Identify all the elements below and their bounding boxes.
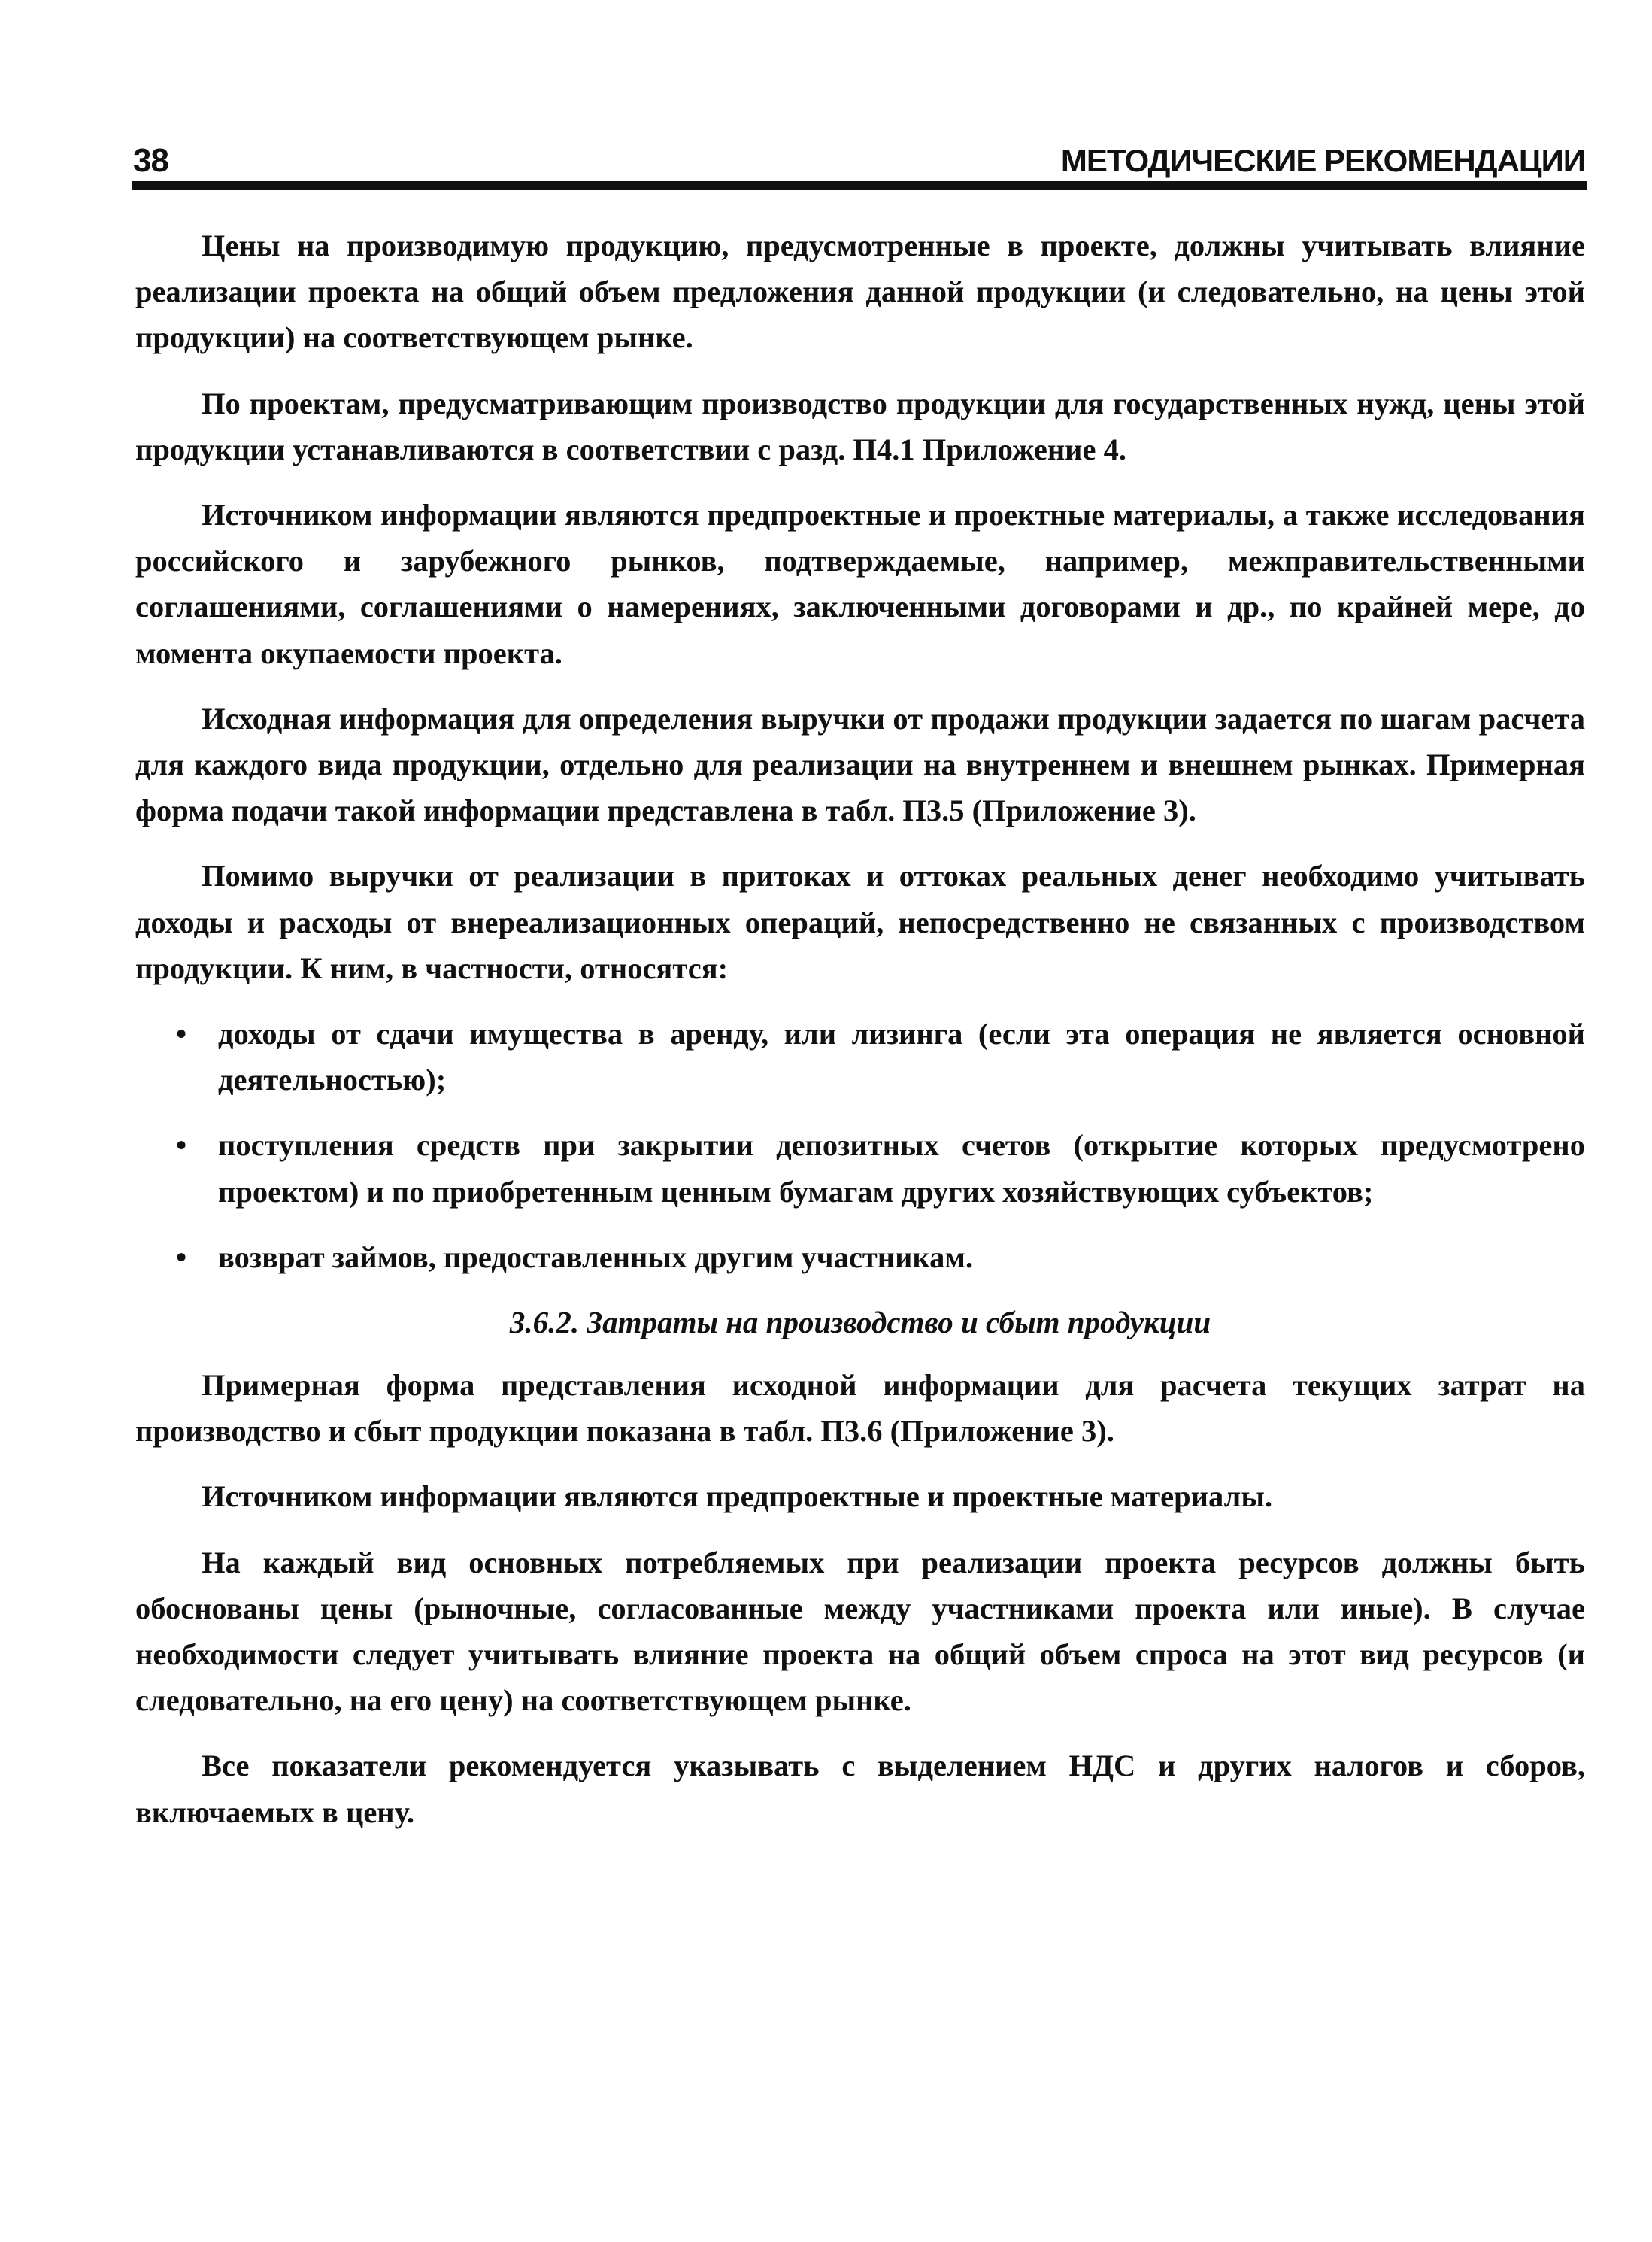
paragraph-vat: Все показатели рекомендуется указывать с выделением НДС и других налогов и сборов, включаемых в цену. (135, 1749, 1585, 1829)
paragraph-cost-form: Примерная форма представления исходной информации для расчета текущих затрат на производство и сбыт продукции показана в табл. П3.6 (Приложение 3). (135, 1368, 1585, 1449)
list-item-text: возврат займов, предоставленных другим участникам. (218, 1239, 974, 1274)
list-item-text: поступления средств при закрытии депозитных счетов (открытие которых предусмотрено проектом) и по приобретенным ценным бумагам других хозяйствующих субъектов; (218, 1128, 1585, 1209)
paragraph-cost-info-source: Источником информации являются предпроектные и проектные материалы. (202, 1479, 1273, 1514)
paragraph-info-source: Источником информации являются предпроектные и проектные материалы, а также исследования российского и зарубежного рынков, подтверждаемые, например, межправительственными соглашениями, соглашениями о намерениях, заключенными договорами и др., по крайней мере, до момента окупаемости проекта. (135, 498, 1585, 670)
header-rule (132, 181, 1587, 190)
paragraph-state-needs: По проектам, предусматривающим производство продукции для государственных нужд, цены этой продукции устанавливаются в соответствии с разд. П4.1 Приложение 4. (135, 386, 1585, 466)
body-text (135, 223, 1585, 1855)
bullet-icon: • (176, 1128, 187, 1163)
section-heading: 3.6.2. Затраты на производство и сбыт продукции (509, 1305, 1211, 1340)
running-title: МЕТОДИЧЕСКИЕ РЕКОМЕНДАЦИИ (1060, 143, 1585, 178)
paragraph-resource-prices: На каждый вид основных потребляемых при реализации проекта ресурсов должны быть обоснованы цены (рыночные, согласованные между участниками проекта или иные). В случае необходимости следует учитывать влияние проекта на общий объем спроса на этот вид ресурсов (и следовательно, на его цену) на соответствующем рынке. (135, 1545, 1585, 1718)
bullet-list (135, 1011, 1585, 1280)
running-head (133, 138, 1585, 184)
paragraph-revenue-info: Исходная информация для определения выручки от продажи продукции задается по шагам расчета для каждого вида продукции, отдельно для реализации на внутреннем и внешнем рынках. Примерная форма подачи такой информации представлена в табл. П3.5 (Приложение 3). (135, 701, 1585, 828)
page-number: 38 (133, 142, 168, 179)
bullet-icon: • (176, 1239, 187, 1274)
list-item (135, 1011, 1585, 1103)
list-item-text: доходы от сдачи имущества в аренду, или лизинга (если эта операция не является основной деятельностью); (218, 1017, 1585, 1097)
paragraph-prices: Цены на производимую продукцию, предусмотренные в проекте, должны учитывать влияние реализации проекта на общий объем предложения данной продукции (и следовательно, на цены этой продукции) на соответствующем рынке. (135, 229, 1585, 355)
list-item (135, 1234, 1585, 1280)
bullet-icon: • (176, 1017, 187, 1051)
list-item (135, 1122, 1585, 1214)
paragraph-non-operating: Помимо выручки от реализации в притоках и оттоках реальных денег необходимо учитывать доходы и расходы от внереализационных операций, непосредственно не связанных с производством продукции. К ним, в частности, относятся: (135, 859, 1585, 985)
